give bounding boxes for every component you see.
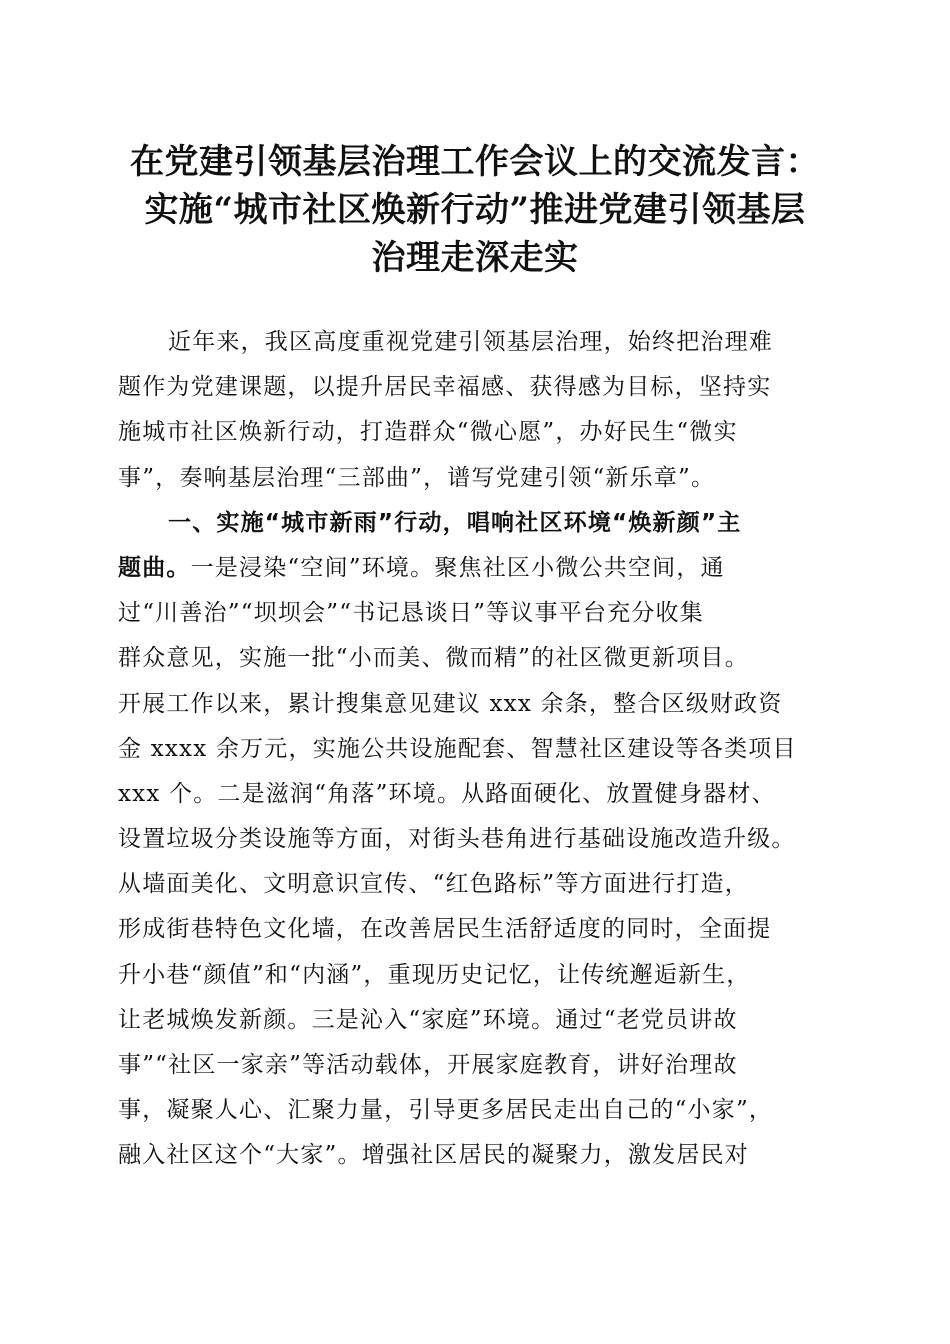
paragraph-line: 群众意见，实施一批“小而美、微而精”的社区微更新项目。 <box>118 645 749 672</box>
paragraph-line: 让老城焕发新颜。三是沁入“家庭”环境。通过“老党员讲故 <box>118 1006 738 1033</box>
paragraph-line: 升小巷“颜值”和“内涵”，重现历史记忆，让传统邂逅新生， <box>118 961 751 988</box>
paragraph-line: 金 xxxx 余万元，实施公共设施配套、智慧社区建设等各类项目 <box>118 735 797 762</box>
paragraph-line: 题作为党建课题，以提升居民幸福感、获得感为目标，坚持实 <box>118 374 772 401</box>
paragraph-line: 设置垃圾分类设施等方面，对街头巷角进行基础设施改造升级。 <box>118 826 796 853</box>
paragraph-line: 开展工作以来，累计搜集意见建议 xxx 余条，整合区级财政资 <box>118 690 783 717</box>
document-body <box>118 320 836 1179</box>
section-heading-end: 题曲。 <box>118 554 191 581</box>
paragraph-line: 从墙面美化、文明意识宣传、“红色路标”等方面进行打造， <box>118 871 749 898</box>
section-text: 一是浸染“空间”环境。聚焦社区小微公共空间，通 <box>190 554 725 581</box>
paragraph-line: 施城市社区焕新行动，打造群众“微心愿”，办好民生“微实 <box>118 419 738 446</box>
paragraph-line: 事，凝聚人心、汇聚力量，引导更多居民走出自己的“小家”， <box>118 1097 774 1124</box>
title-line-3: 治理走深走实 <box>371 238 579 278</box>
paragraph-line: 过“川善治”“坝坝会”“书记恳谈日”等议事平台充分收集 <box>118 600 704 627</box>
paragraph-line: 形成街巷特色文化墙，在改善居民生活舒适度的同时，全面提 <box>118 916 772 943</box>
paragraph-line: 事”，奏响基层治理“三部曲”，谱写党建引领“新乐章”。 <box>118 464 716 491</box>
paragraph-line: 融入社区这个“大家”。增强社区居民的凝聚力，激发居民对 <box>118 1142 749 1169</box>
title-line-1: 在党建引领基层治理工作会议上的交流发言： <box>130 142 820 182</box>
title-line-2: 实施“城市社区焕新行动”推进党建引领基层 <box>144 190 806 230</box>
section-heading: 一、实施“城市新雨”行动，唱响社区环境“焕新颜”主 <box>168 509 742 536</box>
paragraph-line: xxx 个。二是滋润“角落”环境。从路面硬化、放置健身器材、 <box>118 780 776 807</box>
document-title <box>100 138 850 282</box>
paragraph-line: 事”“社区一家亲”等活动载体，开展家庭教育，讲好治理故 <box>118 1052 738 1078</box>
paragraph-line <box>118 546 836 591</box>
paragraph-line: 近年来，我区高度重视党建引领基层治理，始终把治理难 <box>168 329 773 355</box>
